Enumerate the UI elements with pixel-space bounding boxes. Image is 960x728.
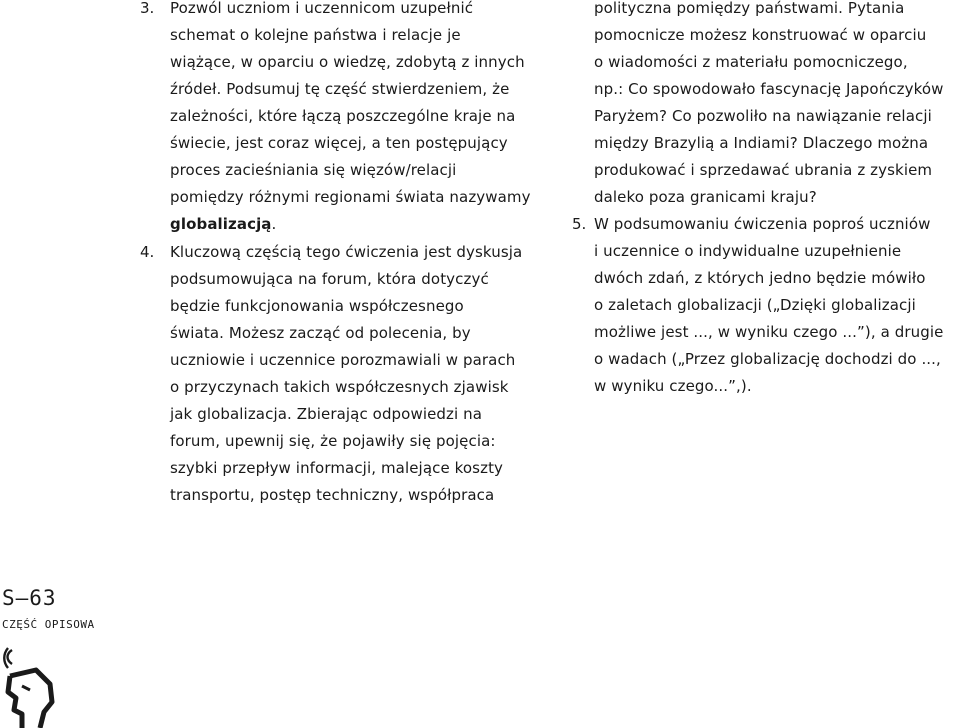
item-4-line: transportu, postęp techniczny, współpraca <box>170 486 495 504</box>
section-label: CZĘŚĆ OPISOWA <box>2 618 95 631</box>
item-3-line: Pozwól uczniom i uczennicom uzupełnić <box>170 0 474 17</box>
item-4-line: Kluczową częścią tego ćwiczenia jest dyskusja <box>170 243 523 261</box>
globalization-term: globalizacją <box>170 215 272 233</box>
item-5-line: w wyniku czego...”,). <box>594 377 752 395</box>
item-3-line: schemat o kolejne państwa i relacje je <box>170 26 461 44</box>
item-4-continued-line: daleko poza granicami kraju? <box>594 188 817 206</box>
item-3-period: . <box>271 215 277 233</box>
item-4-line: uczniowie i uczennice porozmawiali w parach <box>170 351 516 369</box>
item-3-number: 3. <box>140 0 155 17</box>
item-4-line: świata. Możesz zacząć od polecenia, by <box>170 324 471 342</box>
item-4-line: podsumowująca na forum, która dotyczyć <box>170 270 489 288</box>
item-5-line: możliwe jest ..., w wyniku czego ...”), a drugie <box>594 323 944 341</box>
item-3-line: proces zacieśniania się więzów/relacji <box>170 161 457 179</box>
item-4-line: szybki przepływ informacji, malejące koszty <box>170 459 504 477</box>
item-4-line: o przyczynach takich współczesnych zjawisk <box>170 378 509 396</box>
item-4-line: forum, upewnij się, że pojawiły się pojęcia: <box>170 432 496 450</box>
item-3-line: wiążące, w oparciu o wiedzę, zdobytą z innych <box>170 53 525 71</box>
item-5-line: dwóch zdań, z których jedno będzie mówiło <box>594 269 926 287</box>
item-4-line: będzie funkcjonowania współczesnego <box>170 297 464 315</box>
item-4-continued-line: pomocnicze możesz konstruować w oparciu <box>594 26 927 44</box>
item-4-continued-line: produkować i sprzedawać ubrania z zyskiem <box>594 161 933 179</box>
item-4-continued-line: Paryżem? Co pozwoliło na nawiązanie relacji <box>594 107 932 125</box>
item-4-continued-line: np.: Co spowodowało fascynację Japończyków <box>594 80 944 98</box>
item-4-continued-line: między Brazylią a Indiami? Dlaczego można <box>594 134 929 152</box>
item-5-line: i uczennice o indywidualne uzupełnienie <box>594 242 902 260</box>
item-3-last-line <box>170 215 276 233</box>
item-5-line: W podsumowaniu ćwiczenia poproś uczniów <box>594 215 931 233</box>
item-5-number: 5. <box>572 215 587 233</box>
item-4-continued-line: o wiadomości z materiału pomocniczego, <box>594 53 908 71</box>
item-5-line: o zaletach globalizacji („Dzięki globalizacji <box>594 296 916 314</box>
item-3-line: pomiędzy różnymi regionami świata nazywamy <box>170 188 531 206</box>
page-code: S–63 <box>2 586 57 610</box>
item-3-line: świecie, jest coraz więcej, a ten postępujący <box>170 134 508 152</box>
item-4-line: jak globalizacja. Zbierając odpowiedzi na <box>170 405 483 423</box>
head-profile-icon <box>0 640 60 728</box>
item-3-line: zależności, które łączą poszczególne kraje na <box>170 107 516 125</box>
item-5-line: o wadach („Przez globalizację dochodzi do ..., <box>594 350 941 368</box>
item-4-number: 4. <box>140 243 155 261</box>
item-3-line: źródeł. Podsumuj tę część stwierdzeniem, że <box>170 80 510 98</box>
item-4-continued-line: polityczna pomiędzy państwami. Pytania <box>594 0 905 17</box>
